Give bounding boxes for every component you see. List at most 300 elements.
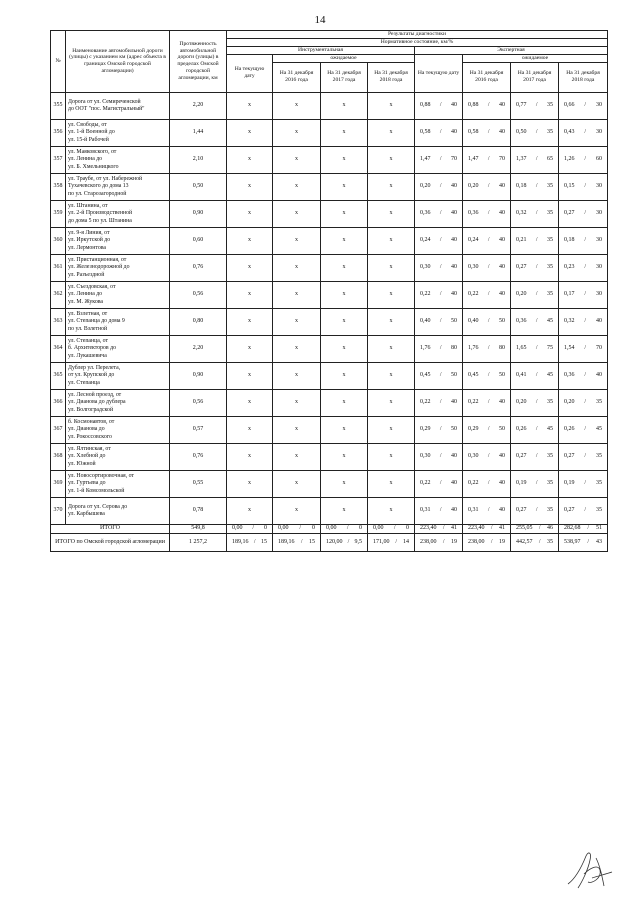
row-exp-e4 — [559, 254, 608, 281]
header-instr-2017: На 31 декабря 2017 года — [321, 62, 368, 92]
road-name-line: ул. Штанина, от — [68, 203, 108, 210]
value-pct: 35 — [546, 237, 553, 244]
total-e2: 223,40 / 41 — [463, 524, 511, 533]
value-sep: / — [439, 426, 442, 433]
row-exp-e2 — [463, 470, 511, 497]
row-number: 361 — [51, 254, 66, 281]
row-exp-e1 — [415, 146, 463, 173]
total-e4: 282,68 / 51 — [559, 524, 608, 533]
table-row — [51, 119, 608, 146]
row-exp-e4 — [559, 146, 608, 173]
row-exp-e3 — [511, 92, 559, 119]
value-km: 0,36 — [564, 372, 575, 379]
value-km: 0,77 — [516, 102, 527, 109]
row-exp-e4 — [559, 335, 608, 362]
value-pct: 30 — [595, 102, 602, 109]
value-pct: 35 — [546, 210, 553, 217]
road-name-line: Дорога от ул. Серова до — [68, 503, 128, 510]
row-exp-e2 — [463, 281, 511, 308]
value-sep: / — [584, 210, 587, 217]
total-length: 549,8 — [170, 524, 227, 533]
value-pct: 40 — [498, 399, 505, 406]
row-length: 0,90 — [170, 362, 227, 389]
row-exp-e2 — [463, 173, 511, 200]
value-sep: / — [584, 480, 587, 487]
road-name-line: ул. Ялтинская, от — [68, 446, 111, 453]
road-name-line: до ООТ "пос. Магистральный" — [68, 105, 145, 112]
row-instr-i2: х — [273, 497, 321, 524]
value-sep: / — [584, 291, 587, 298]
road-name-line: ул. Южной — [68, 460, 96, 467]
header-exp-2017: На 31 декабря 2017 года — [511, 62, 559, 92]
road-name-line: до дома 5 по ул. Штанина — [68, 217, 132, 224]
value-pct: 30 — [595, 210, 602, 217]
row-exp-e2 — [463, 389, 511, 416]
table-footer — [51, 524, 608, 551]
total-label: ИТОГО — [51, 524, 170, 533]
value-pct: 40 — [450, 102, 457, 109]
row-number: 370 — [51, 497, 66, 524]
value-pct: 30 — [595, 291, 602, 298]
value-km: 0,58 — [468, 129, 479, 136]
value-pct: 40 — [498, 237, 505, 244]
row-exp-e1 — [415, 335, 463, 362]
header-instr-expected: ожидаемое — [273, 54, 415, 62]
value-km: 0,32 — [516, 210, 527, 217]
value-km: 1,37 — [516, 156, 527, 163]
row-length: 0,60 — [170, 227, 227, 254]
header-instr-2018: На 31 декабря 2018 года — [368, 62, 415, 92]
header-road-name: Наименование автомобильной дороги (улицы) с указанием км (адрес объекта в границах Омской городской агломерации) — [66, 31, 170, 93]
value-km: 0,27 — [516, 264, 527, 271]
row-number: 356 — [51, 119, 66, 146]
value-pct: 40 — [498, 507, 505, 514]
value-pct: 50 — [450, 372, 457, 379]
row-instr-i3: х — [321, 254, 368, 281]
value-pct: 40 — [450, 399, 457, 406]
grand-i3: 120,00 / 9,5 — [321, 533, 368, 551]
value-km: 0,22 — [468, 480, 479, 487]
value-km: 1,65 — [516, 345, 527, 352]
road-name-line: ул. Карбышева — [68, 510, 105, 517]
value-pct: 40 — [450, 453, 457, 460]
row-instr-i3: х — [321, 119, 368, 146]
row-exp-e4 — [559, 200, 608, 227]
row-length: 0,56 — [170, 281, 227, 308]
row-exp-e2 — [463, 200, 511, 227]
value-km: 0,18 — [516, 183, 527, 190]
value-km: 0,31 — [468, 507, 479, 514]
value-pct: 40 — [450, 291, 457, 298]
road-name-line: ул. Маяковского, от — [68, 149, 117, 156]
row-instr-i4: х — [368, 308, 415, 335]
grand-total-length: 1 257,2 — [170, 533, 227, 551]
row-instr-i2: х — [273, 200, 321, 227]
value-pct: 35 — [546, 399, 553, 406]
row-number: 358 — [51, 173, 66, 200]
row-instr-i4: х — [368, 389, 415, 416]
value-pct: 45 — [546, 372, 553, 379]
value-km: 0,26 — [564, 426, 575, 433]
row-number: 362 — [51, 281, 66, 308]
value-sep: / — [535, 129, 538, 136]
row-road-name — [66, 254, 170, 281]
row-instr-i2: х — [273, 470, 321, 497]
total-i4: 0,00 / 0 — [368, 524, 415, 533]
table-row — [51, 389, 608, 416]
row-instr-i2: х — [273, 254, 321, 281]
road-name-line: Дублер ул. Перелета, — [68, 365, 121, 372]
road-name-line: ул. Дианова до дублера — [68, 399, 126, 406]
value-pct: 70 — [595, 345, 602, 352]
row-instr-i3: х — [321, 470, 368, 497]
road-name-line: Дорога от ул. Семиреченской — [68, 98, 141, 105]
table-row — [51, 335, 608, 362]
row-road-name — [66, 308, 170, 335]
row-exp-e2 — [463, 146, 511, 173]
row-exp-e3 — [511, 335, 559, 362]
total-i2: 0,00 / 0 — [273, 524, 321, 533]
value-sep: / — [535, 237, 538, 244]
value-sep: / — [584, 318, 587, 325]
value-sep: / — [439, 183, 442, 190]
grand-total-label: ИТОГО по Омской городской агломерации — [51, 533, 170, 551]
row-exp-e4 — [559, 173, 608, 200]
road-name-line: б. Архитекторов до — [68, 345, 116, 352]
value-sep: / — [439, 237, 442, 244]
row-length: 0,50 — [170, 173, 227, 200]
value-km: 0,27 — [516, 507, 527, 514]
row-road-name — [66, 173, 170, 200]
value-km: 0,19 — [516, 480, 527, 487]
value-km: 0,17 — [564, 291, 575, 298]
value-pct: 50 — [450, 318, 457, 325]
value-km: 0,22 — [468, 399, 479, 406]
value-km: 0,36 — [516, 318, 527, 325]
value-pct: 40 — [595, 318, 602, 325]
value-pct: 40 — [450, 264, 457, 271]
value-pct: 40 — [450, 210, 457, 217]
value-pct: 40 — [498, 102, 505, 109]
value-km: 0,20 — [516, 399, 527, 406]
grand-e3: 442,57 / 35 — [511, 533, 559, 551]
row-instr-i2: х — [273, 146, 321, 173]
value-pct: 35 — [546, 264, 553, 271]
row-exp-e4 — [559, 362, 608, 389]
row-instr-i3: х — [321, 173, 368, 200]
row-road-name — [66, 389, 170, 416]
value-km: 1,26 — [564, 156, 575, 163]
row-instr-i2: х — [273, 389, 321, 416]
row-exp-e4 — [559, 119, 608, 146]
header-expert: Экспертная — [415, 46, 608, 54]
row-instr-i4: х — [368, 443, 415, 470]
row-exp-e4 — [559, 308, 608, 335]
value-sep: / — [439, 264, 442, 271]
row-exp-e2 — [463, 335, 511, 362]
value-sep: / — [535, 183, 538, 190]
row-instr-i3: х — [321, 200, 368, 227]
road-name-line: ул. 1-й Комсомольской — [68, 487, 125, 494]
header-exp-current: На текущую дату — [415, 54, 463, 92]
row-exp-e1 — [415, 281, 463, 308]
value-sep: / — [487, 237, 490, 244]
value-sep: / — [487, 210, 490, 217]
row-instr-i3: х — [321, 92, 368, 119]
row-road-name — [66, 362, 170, 389]
row-number: 357 — [51, 146, 66, 173]
row-instr-i4: х — [368, 119, 415, 146]
value-sep: / — [439, 345, 442, 352]
value-km: 0,20 — [468, 183, 479, 190]
value-pct: 80 — [450, 345, 457, 352]
value-pct: 30 — [595, 129, 602, 136]
value-km: 0,24 — [468, 237, 479, 244]
row-length: 2,20 — [170, 335, 227, 362]
value-sep: / — [584, 372, 587, 379]
value-km: 0,26 — [516, 426, 527, 433]
row-instr-i3: х — [321, 281, 368, 308]
road-name-line: ул. Степанца, от — [68, 338, 109, 345]
value-pct: 35 — [546, 453, 553, 460]
value-sep: / — [584, 399, 587, 406]
value-sep: / — [584, 453, 587, 460]
value-pct: 40 — [498, 210, 505, 217]
row-exp-e1 — [415, 119, 463, 146]
value-sep: / — [487, 507, 490, 514]
road-name-line: от ул. Крупской до — [68, 372, 115, 379]
row-exp-e4 — [559, 497, 608, 524]
road-name-line: б. Космонавтов, от — [68, 419, 115, 426]
row-instr-i1: х — [227, 281, 273, 308]
header-instr-2016: На 31 декабря 2016 года — [273, 62, 321, 92]
row-number: 365 — [51, 362, 66, 389]
value-km: 1,47 — [468, 156, 479, 163]
value-km: 0,18 — [564, 237, 575, 244]
row-length: 2,20 — [170, 92, 227, 119]
value-pct: 70 — [450, 156, 457, 163]
road-name-line: ул. Съездовская, от — [68, 284, 116, 291]
table-row — [51, 497, 608, 524]
row-instr-i3: х — [321, 146, 368, 173]
value-km: 0,27 — [564, 210, 575, 217]
value-km: 0,45 — [420, 372, 431, 379]
row-instr-i1: х — [227, 497, 273, 524]
road-name-line: ул. Хлебной до — [68, 453, 106, 460]
road-name-line: ул. Волгоградской — [68, 406, 114, 413]
row-instr-i2: х — [273, 227, 321, 254]
row-instr-i2: х — [273, 119, 321, 146]
value-sep: / — [535, 345, 538, 352]
row-length: 0,56 — [170, 389, 227, 416]
row-exp-e4 — [559, 470, 608, 497]
table-header — [51, 31, 608, 93]
table-row — [51, 227, 608, 254]
value-km: 0,15 — [564, 183, 575, 190]
value-km: 0,22 — [420, 480, 431, 487]
table-row — [51, 146, 608, 173]
value-sep: / — [584, 102, 587, 109]
value-pct: 35 — [546, 183, 553, 190]
road-name-line: ул. Взлетная, от — [68, 311, 108, 318]
value-sep: / — [535, 399, 538, 406]
value-sep: / — [487, 345, 490, 352]
value-sep: / — [535, 507, 538, 514]
road-name-line: ул. Свободы, от — [68, 122, 107, 129]
row-instr-i3: х — [321, 416, 368, 443]
road-name-line: ул. Дианова до — [68, 426, 105, 433]
row-instr-i3: х — [321, 443, 368, 470]
value-pct: 40 — [498, 183, 505, 190]
row-instr-i1: х — [227, 308, 273, 335]
value-pct: 50 — [450, 426, 457, 433]
road-name-line: ул. Лермонтова — [68, 244, 106, 251]
row-instr-i1: х — [227, 335, 273, 362]
value-pct: 35 — [546, 507, 553, 514]
value-pct: 40 — [450, 183, 457, 190]
value-km: 0,22 — [468, 291, 479, 298]
row-length: 0,78 — [170, 497, 227, 524]
value-sep: / — [535, 426, 538, 433]
value-km: 0,27 — [516, 453, 527, 460]
road-name-line: ул. 1-й Военной до — [68, 129, 115, 136]
table-row — [51, 173, 608, 200]
row-length: 0,80 — [170, 308, 227, 335]
row-exp-e1 — [415, 443, 463, 470]
value-pct: 40 — [498, 264, 505, 271]
value-km: 0,88 — [468, 102, 479, 109]
row-length: 2,10 — [170, 146, 227, 173]
row-instr-i2: х — [273, 92, 321, 119]
value-pct: 40 — [498, 453, 505, 460]
row-length: 0,90 — [170, 200, 227, 227]
row-road-name — [66, 497, 170, 524]
value-pct: 45 — [546, 426, 553, 433]
value-km: 0,20 — [564, 399, 575, 406]
value-km: 0,29 — [420, 426, 431, 433]
row-instr-i4: х — [368, 416, 415, 443]
value-pct: 30 — [595, 237, 602, 244]
value-pct: 50 — [498, 426, 505, 433]
value-sep: / — [439, 156, 442, 163]
header-normative: Нормативное состояние, км/% — [227, 38, 608, 46]
value-km: 0,27 — [564, 507, 575, 514]
road-name-line: ул. Железнодорожной до — [68, 264, 130, 271]
value-km: 0,36 — [468, 210, 479, 217]
value-sep: / — [487, 426, 490, 433]
value-pct: 75 — [546, 345, 553, 352]
row-instr-i2: х — [273, 362, 321, 389]
value-sep: / — [487, 453, 490, 460]
row-exp-e2 — [463, 92, 511, 119]
total-row — [51, 524, 608, 533]
row-instr-i4: х — [368, 200, 415, 227]
table-body — [51, 92, 608, 524]
value-km: 0,66 — [564, 102, 575, 109]
total-i1: 0,00 / 0 — [227, 524, 273, 533]
value-km: 0,30 — [468, 453, 479, 460]
row-exp-e4 — [559, 92, 608, 119]
table-row — [51, 92, 608, 119]
value-sep: / — [439, 480, 442, 487]
value-sep: / — [439, 507, 442, 514]
row-length: 0,55 — [170, 470, 227, 497]
value-sep: / — [487, 129, 490, 136]
row-length: 0,57 — [170, 416, 227, 443]
row-exp-e2 — [463, 227, 511, 254]
value-km: 0,40 — [420, 318, 431, 325]
row-instr-i2: х — [273, 443, 321, 470]
value-pct: 40 — [498, 129, 505, 136]
value-sep: / — [439, 399, 442, 406]
value-pct: 65 — [546, 156, 553, 163]
row-number: 366 — [51, 389, 66, 416]
header-exp-2018: На 31 декабря 2018 года — [559, 62, 608, 92]
road-name-line: Тухачевского до дома 13 — [68, 183, 129, 190]
row-road-name — [66, 470, 170, 497]
row-instr-i4: х — [368, 470, 415, 497]
row-exp-e2 — [463, 416, 511, 443]
value-km: 1,54 — [564, 345, 575, 352]
value-km: 0,23 — [564, 264, 575, 271]
value-pct: 80 — [498, 345, 505, 352]
value-sep: / — [535, 264, 538, 271]
row-instr-i2: х — [273, 308, 321, 335]
row-instr-i1: х — [227, 254, 273, 281]
value-sep: / — [535, 318, 538, 325]
value-sep: / — [535, 291, 538, 298]
value-km: 0,29 — [468, 426, 479, 433]
value-km: 0,41 — [516, 372, 527, 379]
header-number: № — [51, 31, 66, 93]
value-km: 0,31 — [420, 507, 431, 514]
row-instr-i1: х — [227, 146, 273, 173]
value-pct: 40 — [498, 480, 505, 487]
row-road-name — [66, 335, 170, 362]
row-number: 368 — [51, 443, 66, 470]
value-sep: / — [487, 399, 490, 406]
road-name-line: ул. Гуртьева до — [68, 480, 106, 487]
row-exp-e1 — [415, 254, 463, 281]
table-row — [51, 416, 608, 443]
road-name-line: ул. Б. Хмельницкого — [68, 163, 119, 170]
value-pct: 40 — [450, 507, 457, 514]
row-number: 367 — [51, 416, 66, 443]
road-name-line: ул. Траубе, от ул. Набережной — [68, 176, 143, 183]
row-length: 0,76 — [170, 254, 227, 281]
row-instr-i4: х — [368, 92, 415, 119]
table-row — [51, 308, 608, 335]
row-exp-e1 — [415, 308, 463, 335]
row-exp-e3 — [511, 389, 559, 416]
value-sep: / — [584, 237, 587, 244]
road-name-line: ул. Ленина до — [68, 156, 103, 163]
value-km: 0,20 — [420, 183, 431, 190]
row-instr-i3: х — [321, 389, 368, 416]
row-instr-i3: х — [321, 335, 368, 362]
row-instr-i4: х — [368, 335, 415, 362]
row-exp-e2 — [463, 497, 511, 524]
row-exp-e1 — [415, 227, 463, 254]
value-sep: / — [584, 264, 587, 271]
row-road-name — [66, 416, 170, 443]
value-sep: / — [535, 102, 538, 109]
row-road-name — [66, 227, 170, 254]
row-exp-e2 — [463, 443, 511, 470]
row-instr-i2: х — [273, 416, 321, 443]
row-instr-i3: х — [321, 308, 368, 335]
row-road-name — [66, 281, 170, 308]
